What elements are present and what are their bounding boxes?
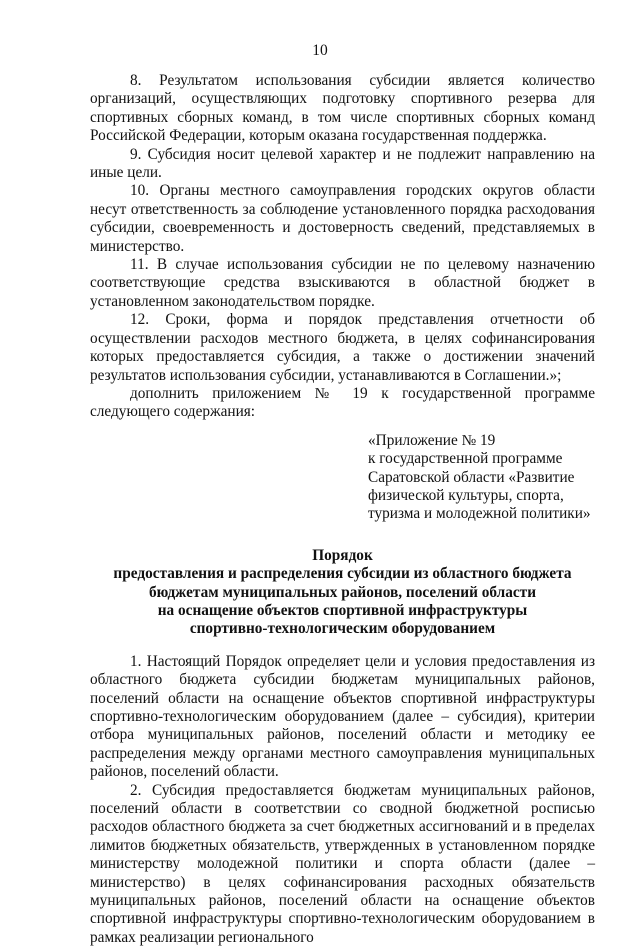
title-line: Порядок — [312, 546, 373, 564]
procedure-paragraph-2: 2. Субсидия предоставляется бюджетам муниципальных районов, поселений области в соответствии со сводной бюджетной росписью расходов областного бюджета за счет бюджетных ассигнований и в пределах лимитов бюджетных обязательств, утвержденных в установленном порядке министерству молодежной политики и спорта области (далее – министерство) в целях софинансирования расходных обязательств муниципальных районов, поселений области на оснащение объектов спортивной инфраструктуры спортивно-технологическим оборудованием в рамках реализации регионального — [90, 781, 595, 946]
paragraph-11: 11. В случае использования субсидии не по целевому назначению соответствующие средства взыскиваются в областной бюджет в установленном законодательством порядке. — [90, 256, 595, 310]
amendment-intro: дополнить приложением № 19 к государственной программе следующего содержания: — [90, 384, 595, 421]
title-line: бюджетам муниципальных районов, поселений области — [148, 583, 537, 601]
title-line: спортивно-технологическим оборудованием — [189, 620, 496, 638]
title-line: предоставления и распределения субсидии из областного бюджета — [113, 565, 572, 583]
paragraph-12: 12. Сроки, форма и порядок представления отчетности об осуществлении расходов местного бюджета, в целях софинансирования которых предоставляется субсидия, а также о достижении значений результатов использования субсидии, устанавливаются в Соглашении.»; — [90, 311, 595, 384]
procedure-title — [90, 547, 595, 639]
appendix-ref-line: Саратовской области «Развитие — [368, 468, 575, 486]
procedure-paragraph-1: 1. Настоящий Порядок определяет цели и условия предоставления из областного бюджета субсидии бюджетам муниципальных районов, поселений области на оснащение объектов спортивной инфраструктуры спортивно-технологическим оборудованием (далее – субсидия), критерии отбора муниципальных районов, поселений области и методику ее распределения между органами местного самоуправления муниципальных районов, поселений области. — [90, 652, 595, 781]
appendix-reference — [368, 432, 595, 524]
paragraph-10: 10. Органы местного самоуправления городских округов области несут ответственность за соблюдение установленного порядка расходования субсидии, своевременность и достоверность сведений, представляемых в министерство. — [90, 182, 595, 255]
page-number: 10 — [312, 42, 328, 59]
title-line: на оснащение объектов спортивной инфраструктуры — [157, 601, 528, 619]
paragraph-8: 8. Результатом использования субсидии является количество организаций, осуществляющих подготовку спортивного резерва для спортивных сборных команд, в том числе спортивных сборных команд Российской Федерации, которым оказана государственная поддержка. — [90, 72, 595, 145]
document-body — [90, 72, 595, 947]
appendix-ref-line: к государственной программе — [368, 450, 563, 468]
paragraph-9: 9. Субсидия носит целевой характер и не подлежит направлению на иные цели. — [90, 145, 595, 182]
appendix-ref-line: «Приложение № 19 — [368, 431, 496, 449]
appendix-ref-line: физической культуры, спорта, — [368, 486, 564, 504]
appendix-ref-line: туризма и молодежной политики» — [368, 505, 591, 523]
